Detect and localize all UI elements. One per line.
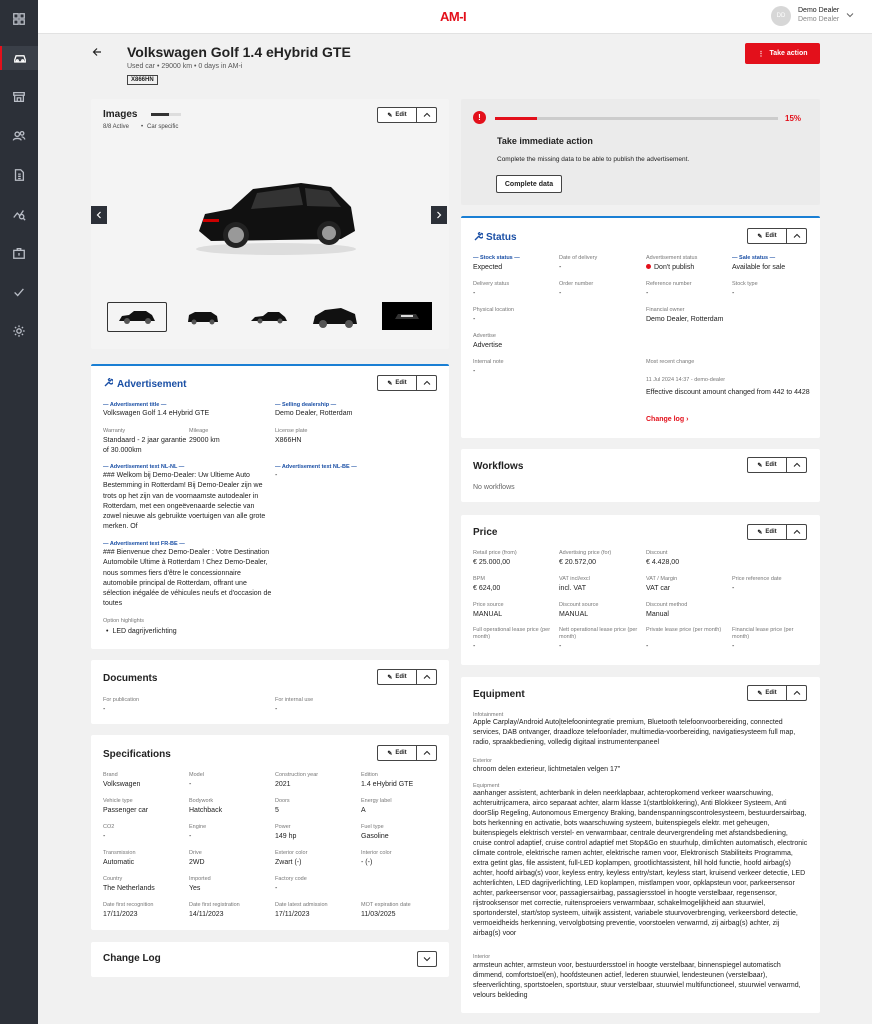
license-plate-label: License plate — [275, 428, 308, 434]
advertise-label: Advertise — [473, 333, 496, 339]
pencil-icon: ✎ — [757, 690, 763, 697]
documents-edit-group — [377, 669, 437, 685]
equipment-edit-button[interactable] — [747, 685, 787, 701]
briefcase-icon[interactable] — [0, 241, 38, 265]
advert-edit-button[interactable] — [377, 375, 417, 391]
nett-lease-value: - — [559, 643, 562, 650]
status-dot — [646, 264, 651, 269]
pencil-icon: ✎ — [757, 529, 763, 536]
stock-type-label: Stock type — [732, 281, 758, 287]
thumbnail-4[interactable] — [305, 302, 365, 332]
settings-icon[interactable] — [0, 319, 38, 343]
images-active-count: 8/8 Active — [103, 124, 130, 130]
advertise-value: Advertise — [473, 342, 503, 349]
users-icon[interactable] — [0, 124, 38, 148]
take-action-description: Complete the missing data to be able to publish the advertisement. — [497, 156, 690, 163]
co2-value: - — [103, 833, 106, 840]
price-title: Price — [473, 527, 498, 538]
am-i-logo[interactable]: AM-I — [440, 9, 467, 24]
engine-value: - — [189, 833, 192, 840]
avatar[interactable]: DD — [771, 6, 791, 26]
price-edit-button[interactable] — [747, 524, 787, 540]
warranty-label: Warranty — [103, 428, 126, 434]
transmission-value: Automatic — [103, 859, 135, 866]
specs-edit-button[interactable] — [377, 745, 417, 761]
thumbnail-5[interactable] — [382, 302, 432, 330]
for-internal-label: For internal use — [275, 697, 314, 703]
internal-note-value: - — [473, 368, 476, 375]
wrench-icon — [103, 378, 113, 388]
delivery-status-label: Delivery status — [473, 281, 510, 287]
equipment-list-label: Equipment — [473, 783, 500, 789]
chevron-up-icon — [793, 461, 801, 469]
advertising-price-value: € 20.572,00 — [559, 559, 596, 566]
thumbnail-2[interactable] — [173, 302, 233, 332]
financial-lease-value: - — [732, 643, 735, 650]
workflows-title: Workflows — [473, 461, 524, 472]
equipment-card — [461, 677, 820, 1013]
dashboard-icon[interactable] — [0, 7, 38, 31]
exterior-label: Exterior — [473, 758, 492, 764]
ad-title-value: Volkswagen Golf 1.4 eHybrid GTE — [103, 410, 210, 417]
list-item: • LED dagrijverlichting — [106, 627, 177, 637]
delivery-status-value: - — [473, 290, 476, 297]
discount-value: € 4.428,00 — [646, 559, 680, 566]
images-bullet: • — [141, 124, 144, 130]
workflows-edit-button[interactable] — [747, 457, 787, 473]
price-collapse-button[interactable] — [787, 524, 807, 540]
pencil-icon: ✎ — [387, 750, 393, 757]
chevron-down-icon — [423, 955, 431, 963]
change-log-card — [91, 942, 449, 977]
financial-lease-label: Financial lease price (per month) — [732, 627, 794, 640]
edit-label: Edit — [395, 112, 407, 118]
interior-label: Interior — [473, 954, 491, 960]
chevron-up-icon — [793, 689, 801, 697]
edit-label: Edit — [395, 380, 407, 386]
delivery-date-label: Date of delivery — [559, 255, 598, 261]
status-title: Status — [486, 232, 517, 243]
option-highlights-label: Option highlights — [103, 618, 144, 624]
next-image-button[interactable] — [431, 206, 447, 224]
equipment-collapse-button[interactable] — [787, 685, 807, 701]
option-highlights-list — [106, 627, 177, 637]
engine-label: Engine — [189, 824, 207, 830]
interior-value: armsteun achter, armsteun voor, bestuurdersstoel in hoogte verstelbaar, binnenspiegel automatisch dimmend, comfortstoel(en), hoofdsteunen actief, lederen stuurwiel, lendesteunen (verstelbaar), sfeerverlichting, sportstoelen, sportstuur, stuur verstelbaar, stuurwiel multifunctioneel, stuurwiel verwarmd, velours bekleding — [473, 962, 801, 999]
pencil-icon: ✎ — [757, 233, 763, 240]
stock-type-value: - — [732, 290, 735, 297]
invoice-icon[interactable] — [0, 163, 38, 187]
equipment-title: Equipment — [473, 689, 525, 700]
edition-label: Edition — [361, 772, 378, 778]
ad-text-nlbe-value: - — [275, 472, 278, 479]
change-log-link[interactable]: Change log › — [646, 416, 689, 423]
documents-title: Documents — [103, 673, 158, 684]
advertisement-title: Advertisement — [117, 379, 187, 390]
images-collapse-button[interactable] — [417, 107, 437, 123]
transmission-label: Transmission — [103, 850, 136, 856]
edition-value: 1.4 eHybrid GTE — [361, 781, 414, 788]
documents-collapse-button[interactable] — [417, 669, 437, 685]
exterior-color-label: Exterior color — [275, 850, 308, 856]
vat-label: VAT incl/excl — [559, 576, 590, 582]
country-value: The Netherlands — [103, 885, 155, 892]
ad-title-label: — Advertisement title — — [103, 402, 167, 408]
latest-admission-value: 17/11/2023 — [275, 911, 310, 918]
edit-label: Edit — [765, 462, 777, 468]
images-progress — [151, 113, 181, 116]
change-log-title: Change Log — [103, 953, 161, 964]
reference-number-value: - — [646, 290, 649, 297]
license-plate-value: X866HN — [275, 437, 302, 444]
images-specific: Car specific — [147, 124, 179, 130]
first-recognition-value: 17/11/2023 — [103, 911, 138, 918]
first-registration-value: 14/11/2023 — [189, 911, 224, 918]
equipment-list-value: aanhanger assistent, achterbank in delen neerklapbaar, achteropkomend verkeer waarschuwing, achteruitrijcamera, airco separaat achter, alarm klasse 1(startblokkering), Anti Blokkeer Systeem, Anti doorSlip Regeling, Autonomous Emergency Braking, bandenspanningscontrolesysteem, bestuurdersairbag, bots herkenning en activatie, bots waarschuwing systeem, buitenspiegels elektr. met geheugen, buitenspiegels elektrisch verstel- en verwarmbaar, centrale deurvergrendeling met afstandsbediening, cruise control adaptief, cruise control adaptief met Stop&Go en stuurhulp, dimlichten automatisch, electronic climate controle, elektrische ramen achter, elektrische ramen voor, Elektronisch Stabiliteits Programma, extra getint glas, file assistent, full-LED koplampen, grootlichtassistent, hill hold functie, hoofd airbag(s) achter, hoofd airbag(s) voor, keyless entry, keyless entry/start, keyless start, kruisend verkeer detectie, LED achterlichten, LED dagrijverlichting, LED koplampen, mistlampen voor, opklapsteun voor, parkeersensor achter, parkeersensor voor, passagiersairbag, passagiersstoel in hoogte verstelbaar, regensensor, rijstrooksensor met correctie, ruitensproeiers verwarmbaar, schakelmogelijkheid aan stuurwiel, sportonderstel, start/stop systeem, uitwijk assistent, variabele stuurvoverbrenging, verkeersbord detectie, vermoeidheids herkenning, vervolgbotsing preventie, voorstoelen verwarmd, zij airbag(s) achter, zij airbag(s) voor — [473, 790, 808, 937]
complete-data-button[interactable]: Complete data — [496, 175, 562, 193]
latest-admission-label: Date latest admission — [275, 902, 328, 908]
status-edit-button[interactable] — [747, 228, 787, 244]
kebab-icon: ⋮ — [757, 50, 765, 58]
completion-percent: 15% — [785, 114, 802, 123]
ad-text-nlnl-value: ### Welkom bij Demo-Dealer: Uw Ultieme Auto Bestemming in Rotterdam! Bij Demo-Dealer zijn we trots op het zijn van de voornaamste autodealer in Rotterdam, met een ongeëvenaarde selectie van zowel nieuwe als gebruikte voertuigen van alle grote merken. Of — [103, 472, 266, 531]
specs-edit-group — [377, 745, 437, 761]
energy-label-value: A — [361, 807, 366, 814]
energy-label-label: Energy label — [361, 798, 392, 804]
internal-note-label: Internal note — [473, 359, 504, 365]
brand-label: Brand — [103, 772, 118, 778]
discount-method-label: Discount method — [646, 602, 688, 608]
vehicle-type-value: Passenger car — [103, 807, 149, 814]
interior-color-value: - (-) — [361, 859, 373, 866]
price-source-value: MANUAL — [473, 611, 503, 618]
infotainment-value: Apple Carplay/Android Auto|telefoonintegratie premium, Bluetooth telefoonvoorbereiding, connected services, DAB ontvanger, draadloze telefoonlader, multimedia-voorbereiding, navigatiesysteem full map, radio, spraakbediening, volledig digitaal instrumentenpaneel — [473, 719, 796, 746]
vat-margin-label: VAT / Margin — [646, 576, 678, 582]
take-action-label: Take action — [769, 50, 808, 57]
order-number-value: - — [559, 290, 562, 297]
user-name[interactable]: Demo Dealer — [798, 7, 840, 14]
price-source-label: Price source — [473, 602, 504, 608]
workflows-empty: No workflows — [473, 484, 515, 491]
warranty-value: Standaard - 2 jaar garantie of 30.000km — [103, 437, 187, 454]
advertisement-card — [91, 364, 449, 649]
discount-method-value: Manual — [646, 611, 669, 618]
specifications-title: Specifications — [103, 749, 171, 760]
reference-number-label: Reference number — [646, 281, 692, 287]
workflows-collapse-button[interactable] — [787, 457, 807, 473]
store-icon[interactable] — [0, 85, 38, 109]
pencil-icon: ✎ — [387, 380, 393, 387]
page-title: Volkswagen Golf 1.4 eHybrid GTE — [127, 44, 351, 60]
images-edit-group — [377, 107, 437, 123]
for-publication-value: - — [103, 706, 106, 713]
ad-text-frbe-label: — Advertisement text FR-BE — — [103, 541, 185, 547]
analytics-icon[interactable] — [0, 202, 38, 226]
license-plate-badge: X866HN — [127, 75, 158, 85]
drive-label: Drive — [189, 850, 202, 856]
chevron-right-icon — [436, 211, 442, 219]
bpm-value: € 624,00 — [473, 585, 501, 592]
stock-status-value: Expected — [473, 264, 503, 271]
physical-location-value: - — [473, 316, 476, 323]
sidebar — [0, 0, 38, 1024]
price-edit-group — [747, 524, 807, 540]
advertising-price-label: Advertising price (for) — [559, 550, 612, 556]
edit-label: Edit — [765, 529, 777, 535]
first-registration-label: Date first registration — [189, 902, 240, 908]
mot-expiration-value: 11/03/2025 — [361, 911, 396, 918]
price-reference-date-label: Price reference date — [732, 576, 782, 582]
vehicle-type-label: Vehicle type — [103, 798, 133, 804]
discount-source-label: Discount source — [559, 602, 599, 608]
thumbnail-3[interactable] — [239, 302, 299, 332]
exterior-value: chroom delen exterieur, lichtmetalen velgen 17" — [473, 766, 621, 773]
pencil-icon: ✎ — [387, 674, 393, 681]
mileage-value: 29000 km — [189, 437, 220, 444]
ad-status-label: Advertisement status — [646, 255, 698, 261]
user-company: Demo Dealer — [798, 16, 840, 23]
sale-status-value: Available for sale — [732, 264, 786, 271]
co2-label: CO2 — [103, 824, 115, 830]
change-log-expand-button[interactable] — [417, 951, 437, 967]
pencil-icon: ✎ — [387, 112, 393, 119]
specs-collapse-button[interactable] — [417, 745, 437, 761]
edit-label: Edit — [765, 233, 777, 239]
chevron-left-icon — [96, 211, 102, 219]
discount-source-value: MANUAL — [559, 611, 589, 618]
private-lease-label: Private lease price (per month) — [646, 627, 722, 633]
edit-label: Edit — [395, 750, 407, 756]
chevron-up-icon — [423, 379, 431, 387]
car-icon[interactable] — [0, 46, 38, 70]
vat-value: incl. VAT — [559, 585, 586, 592]
recent-change-date: 11 Jul 2024 14:37 - demo-dealer — [646, 377, 726, 383]
delivery-date-value: - — [559, 264, 562, 271]
top-bar — [38, 0, 872, 34]
ad-status-value: Don't publish — [646, 263, 694, 273]
price-reference-date-value: - — [732, 585, 735, 592]
images-title: Images — [103, 109, 138, 120]
recent-change-value: Effective discount amount changed from 442 to 4428 — [646, 389, 810, 396]
mileage-label: Mileage — [189, 428, 209, 434]
alert-icon: ! — [473, 111, 486, 124]
chevron-down-icon[interactable] — [846, 11, 854, 19]
workflows-edit-group — [747, 457, 807, 473]
doors-label: Doors — [275, 798, 290, 804]
chevron-up-icon — [793, 528, 801, 536]
edit-label: Edit — [395, 674, 407, 680]
selling-dealership-label: — Selling dealership — — [275, 402, 337, 408]
factory-code-value: - — [275, 885, 278, 892]
imported-value: Yes — [189, 885, 201, 892]
power-label: Power — [275, 824, 291, 830]
selling-dealership-value: Demo Dealer, Rotterdam — [275, 410, 353, 417]
for-publication-label: For publication — [103, 697, 140, 703]
brand-value: Volkswagen — [103, 781, 141, 788]
financial-owner-label: Financial owner — [646, 307, 685, 313]
power-value: 149 hp — [275, 833, 297, 840]
imported-label: Imported — [189, 876, 211, 882]
bpm-label: BPM — [473, 576, 485, 582]
retail-price-label: Retail price (from) — [473, 550, 517, 556]
bodywork-value: Hatchback — [189, 807, 223, 814]
factory-code-label: Factory code — [275, 876, 307, 882]
ad-text-frbe-value: ### Bienvenue chez Demo-Dealer : Votre Destination Automobile Ultime à Rotterdam ! Chez Demo-Dealer, nous sommes fiers d'être le concessionnaire automobile principal de Rotterdam, offrant une sélection inégalée de véhicules neufs et d'occasion de toutes — [103, 549, 272, 608]
for-internal-value: - — [275, 706, 278, 713]
sale-status-label: — Sale status — — [732, 255, 776, 261]
country-label: Country — [103, 876, 123, 882]
physical-location-label: Physical location — [473, 307, 514, 313]
chevron-up-icon — [423, 749, 431, 757]
fuel-type-label: Fuel type — [361, 824, 384, 830]
year-label: Construction year — [275, 772, 319, 778]
chevron-up-icon — [793, 232, 801, 240]
equipment-edit-group — [747, 685, 807, 701]
model-label: Model — [189, 772, 204, 778]
advert-edit-group — [377, 375, 437, 391]
retail-price-value: € 25.000,00 — [473, 559, 510, 566]
workflows-card — [461, 449, 820, 502]
check-icon[interactable] — [0, 280, 38, 304]
mot-expiration-label: MOT expiration date — [361, 902, 411, 908]
ad-text-nlnl-label: — Advertisement text NL-NL — — [103, 464, 185, 470]
status-collapse-button[interactable] — [787, 228, 807, 244]
take-action-heading: Take immediate action — [497, 136, 593, 146]
vat-margin-value: VAT car — [646, 585, 671, 592]
full-lease-value: - — [473, 643, 476, 650]
discount-label: Discount — [646, 550, 668, 556]
first-recognition-label: Date first recognition — [103, 902, 154, 908]
wrench-icon — [473, 232, 483, 242]
nett-lease-label: Nett operational lease price (per month) — [559, 627, 638, 640]
car-main-image[interactable] — [191, 169, 361, 259]
exterior-color-value: Zwart (-) — [275, 859, 302, 866]
edit-label: Edit — [765, 690, 777, 696]
documents-edit-button[interactable] — [377, 669, 417, 685]
infotainment-label: Infotainment — [473, 712, 504, 718]
year-value: 2021 — [275, 781, 291, 788]
documents-card — [91, 660, 449, 724]
take-action-button[interactable] — [745, 43, 820, 64]
chevron-up-icon — [423, 673, 431, 681]
ad-text-nlbe-label: — Advertisement text NL-BE — — [275, 464, 357, 470]
prev-image-button[interactable] — [91, 206, 107, 224]
specifications-card — [91, 735, 449, 930]
financial-owner-value: Demo Dealer, Rotterdam — [646, 316, 724, 323]
recent-change-label: Most recent change — [646, 359, 695, 365]
images-edit-button[interactable] — [377, 107, 417, 123]
page-subtitle: Used car • 29000 km • 0 days in AM-i — [127, 63, 243, 70]
status-edit-group — [747, 228, 807, 244]
doors-value: 5 — [275, 807, 279, 814]
images-card — [91, 99, 449, 349]
stock-status-label: — Stock status — — [473, 255, 520, 261]
full-lease-label: Full operational lease price (per month) — [473, 627, 551, 640]
private-lease-value: - — [646, 643, 649, 650]
order-number-label: Order number — [559, 281, 594, 287]
status-card — [461, 216, 820, 438]
bodywork-label: Bodywork — [189, 798, 214, 804]
price-card — [461, 515, 820, 665]
take-action-card — [461, 99, 820, 205]
model-value: - — [189, 781, 192, 788]
back-arrow-icon[interactable] — [92, 47, 102, 57]
interior-color-label: Interior color — [361, 850, 392, 856]
progress-fill — [495, 117, 537, 120]
chevron-up-icon — [423, 111, 431, 119]
pencil-icon: ✎ — [757, 462, 763, 469]
thumbnail-1[interactable] — [107, 302, 167, 332]
completion-progress-bar — [495, 117, 778, 120]
advert-collapse-button[interactable] — [417, 375, 437, 391]
fuel-type-value: Gasoline — [361, 833, 389, 840]
drive-value: 2WD — [189, 859, 205, 866]
